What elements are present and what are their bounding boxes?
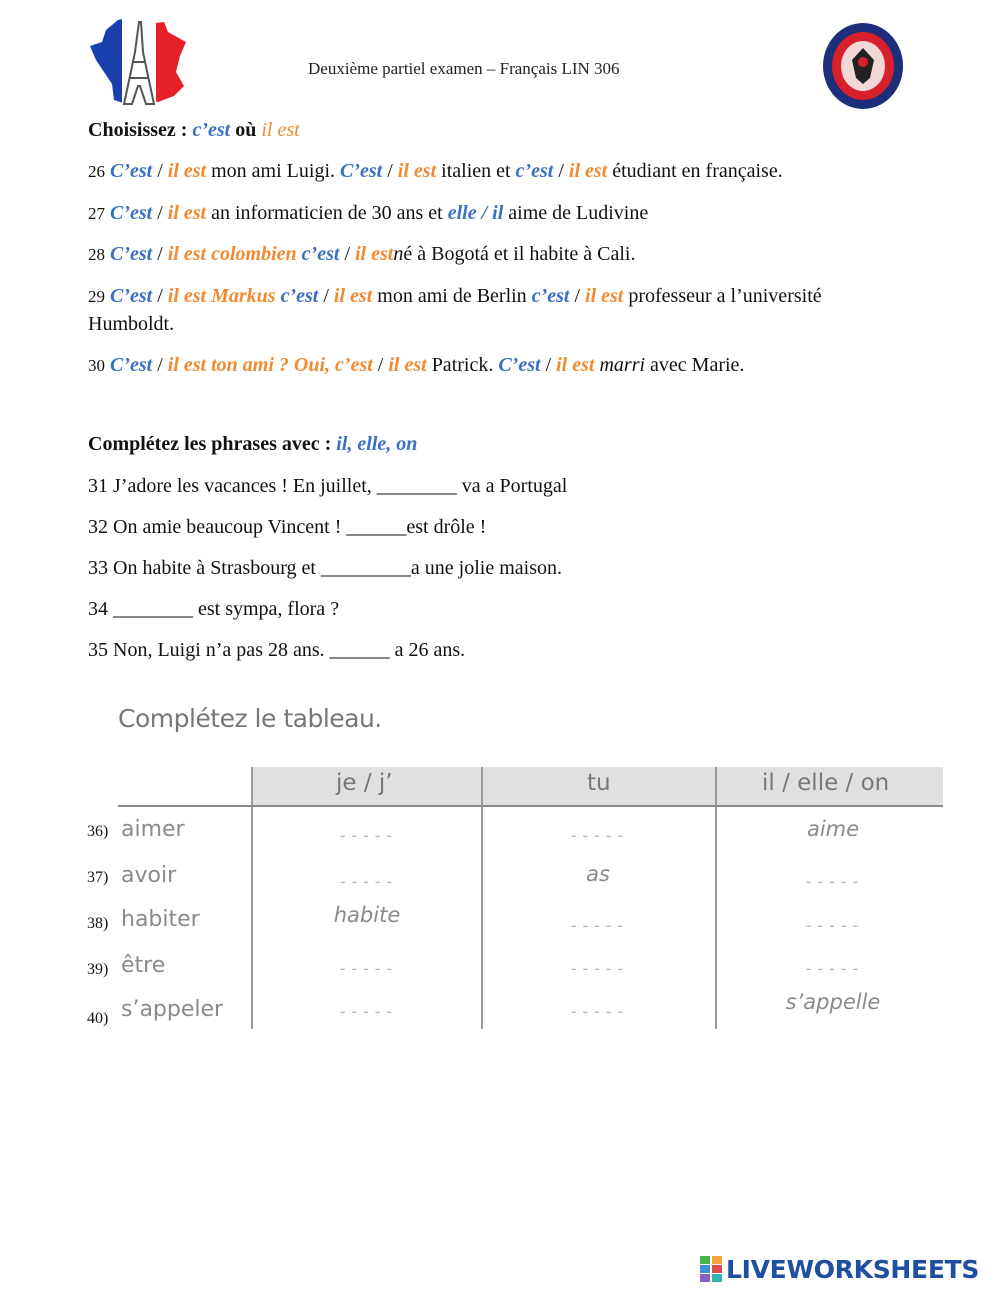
option-cest[interactable]: c’est [280, 285, 319, 307]
option-cest[interactable]: C’est [110, 160, 153, 182]
row-number: 40) [87, 1010, 109, 1027]
blank-cell[interactable]: ----- [568, 959, 628, 978]
question-29-continued: Humboldt. [88, 313, 175, 335]
option-il-est[interactable]: il est [585, 285, 624, 307]
option-elle-il[interactable]: elle / il [447, 202, 504, 224]
verb-label: avoir [121, 863, 177, 888]
blank-cell[interactable]: ----- [803, 872, 863, 891]
verb-label: être [121, 953, 166, 978]
verb-label: aimer [121, 817, 185, 842]
row-number: 39) [87, 961, 109, 978]
section2-heading: Complétez les phrases avec : il, elle, on [88, 433, 418, 455]
option-il-est[interactable]: il est Markus [167, 285, 276, 307]
option-cest[interactable]: c’est [515, 160, 554, 182]
column-header-je: je / j’ [336, 770, 393, 796]
option-il-est[interactable]: il est [556, 354, 595, 376]
question-35[interactable]: 35 Non, Luigi n’a pas 28 ans. ______ a 26 ans. [88, 639, 466, 661]
answer-cell: s’appelle [785, 990, 881, 1014]
option-il-est[interactable]: il est [388, 354, 427, 376]
question-31[interactable]: 31 J’adore les vacances ! En juillet, ________ va a Portugal [88, 475, 568, 497]
liveworksheets-icon [700, 1256, 722, 1282]
question-30: 30 C’est / il est ton ami ? Oui, c’est / il est Patrick. C’est / il est marri avec Marie. [88, 354, 745, 376]
row-number: 37) [87, 869, 109, 886]
row-number: 38) [87, 915, 109, 932]
university-seal-logo [822, 22, 904, 110]
france-flag-eiffel-logo [88, 12, 190, 107]
table-title: Complétez le tableau. [118, 704, 382, 733]
option-cest[interactable]: C’est [110, 243, 153, 265]
question-32[interactable]: 32 On amie beaucoup Vincent ! ______est drôle ! [88, 516, 487, 538]
brand-name: LIVEWORKSHEETS [726, 1254, 980, 1284]
verb-label: s’appeler [121, 997, 224, 1022]
option-cest[interactable]: C’est [110, 354, 153, 376]
option-il-est[interactable]: il est colombien [167, 243, 297, 265]
verb-label: habiter [121, 907, 200, 932]
option-il-est[interactable]: il est ton ami ? Oui, c’est [167, 354, 373, 376]
option-il-est[interactable]: il est [355, 243, 394, 265]
table-header-rule [118, 805, 943, 807]
column-header-il-elle-on: il / elle / on [762, 770, 890, 796]
option-il-est[interactable]: il est [397, 160, 437, 182]
liveworksheets-logo [700, 1254, 979, 1284]
option-il-est[interactable]: il est [167, 202, 207, 224]
option-cest[interactable]: C’est [340, 160, 383, 182]
answer-cell: as [586, 862, 610, 886]
question-28: 28 C’est / il est colombien c’est / il estné à Bogotá et il habite à Cali. [88, 243, 636, 265]
blank-cell[interactable]: ----- [337, 872, 397, 891]
question-33[interactable]: 33 On habite à Strasbourg et _________a une jolie maison. [88, 557, 562, 579]
blank-cell[interactable]: ----- [568, 1002, 628, 1021]
question-29: 29 C’est / il est Markus c’est / il est mon ami de Berlin c’est / il est professeur a l’université [88, 285, 822, 307]
question-34[interactable]: 34 ________ est sympa, flora ? [88, 598, 340, 620]
section1-heading: Choisissez : c’est où il est [88, 119, 300, 141]
blank-cell[interactable]: ----- [337, 1002, 397, 1021]
option-cest[interactable]: C’est [498, 354, 541, 376]
option-il-est[interactable]: il est [568, 160, 608, 182]
option-cest[interactable]: C’est [110, 285, 153, 307]
blank-cell[interactable]: ----- [568, 826, 628, 845]
blank-cell[interactable]: ----- [803, 916, 863, 935]
blank-cell[interactable]: ----- [337, 826, 397, 845]
answer-cell: habite [333, 903, 401, 927]
option-cest[interactable]: C’est [110, 202, 153, 224]
question-27: 27 C’est / il est an informaticien de 30 ans et elle / il aime de Ludivine [88, 202, 649, 224]
exam-header-title: Deuxième partiel examen – Français LIN 306 [308, 59, 620, 78]
blank-cell[interactable]: ----- [337, 959, 397, 978]
option-il-est[interactable]: il est [167, 160, 207, 182]
option-cest[interactable]: c’est [301, 243, 340, 265]
column-header-tu: tu [587, 770, 611, 796]
answer-cell: aime [806, 817, 860, 841]
option-il-est[interactable]: il est [333, 285, 373, 307]
option-cest[interactable]: c’est [531, 285, 570, 307]
question-26: 26 C’est / il est mon ami Luigi. C’est / il est italien et c’est / il est étudiant en française. [88, 160, 783, 182]
blank-cell[interactable]: ----- [568, 916, 628, 935]
row-number: 36) [87, 823, 109, 840]
blank-cell[interactable]: ----- [803, 959, 863, 978]
